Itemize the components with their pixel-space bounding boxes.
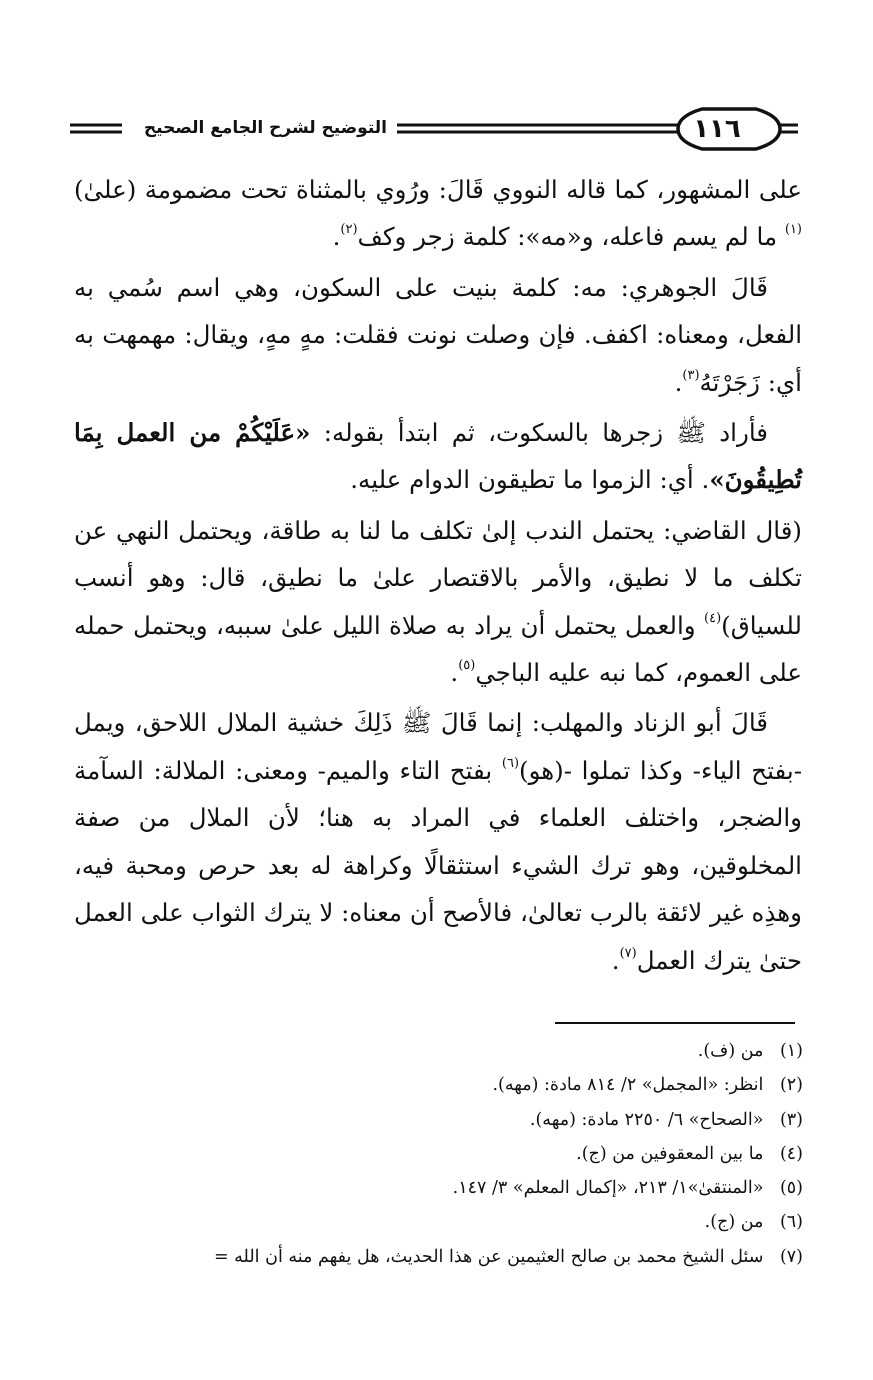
footnote-ref-3: (٣) [682, 367, 700, 383]
paragraph-2: قَالَ الجوهري: مه: كلمة بنيت على السكون، وهي اسم سُمي به الفعل، ومعناه: اكفف. فإن وصلت نونت فقلت: مهٍ مهٍ، ويقال: مهمهت به أي: زَجَرْتَهُ$^{(٣)}$. [74, 272, 802, 397]
body-text [74, 166, 802, 987]
footnote-ref-4: (٤) [704, 610, 722, 626]
footnotes [43, 1034, 803, 1274]
paragraph-1: على المشهور، كما قاله النووي قَالَ: ورُوي بالمثناة تحت مضمومة (علىٰ)$^{(١)}$ ما لم يسم فاعله، و«مه»: كلمة زجر وكف$^{(٢)}$. [74, 175, 802, 252]
footnote-ref-7: (٧) [619, 945, 637, 961]
page-header [62, 104, 800, 154]
footnote-4: (٤) ما بين المعقوفين من (ج). [576, 1143, 803, 1164]
footnote-6: (٦) من (ج). [704, 1212, 803, 1233]
footnote-5: (٥) «المنتقىٰ»١/ ٢١٣، «إكمال المعلم» ٣/ ١٤٧. [452, 1178, 803, 1199]
footnote-ref-5: (٥) [458, 658, 476, 674]
footnote-ref-1: (١) [784, 222, 802, 238]
footnote-ref-6: (٦) [501, 755, 520, 771]
paragraph-3: فأراد ﷺ زجرها بالسكوت، ثم ابتدأ بقوله: «عَلَيْكُمْ من العمل بِمَا تُطِيقُونَ». أي: الزموا ما تطيقون الدوام عليه. [74, 418, 802, 495]
paragraph-5: قَالَ أبو الزناد والمهلب: إنما قَالَ ﷺ ذَلِكَ خشية الملال اللاحق، ويمل -بفتح الياء- وكذا تملوا -(هو)$^{(٦)}$ بفتح التاء والميم- ومعنى: الملالة: السآمة والضجر، واختلف العلماء في المراد به هنا؛ لأن الملال من صفة المخلوقين، وهو ترك الشيء استثقالًا وكراهة له بعد حرص ومحبة فيه، وهذِه غير لائقة بالرب تعالىٰ، فالأصح أن معناه: لا يترك الثواب على العمل حتىٰ يترك العمل$^{(٧)}$. [74, 708, 802, 975]
footnote-ref-2: (٢) [340, 222, 358, 238]
page-number: ١١٦ [693, 114, 741, 144]
hadith-quote: «عَلَيْكُمْ من العمل بِمَا تُطِيقُونَ» [74, 418, 802, 495]
book-title: التوضيح لشرح الجامع الصحيح [136, 114, 395, 142]
footnote-2: (٢) انظر: «المجمل» ٢/ ٨١٤ مادة: (مهه). [492, 1075, 803, 1096]
footnote-7: (٧) سئل الشيخ محمد بن صالح العثيمين عن هذا الحديث، هل يفهم منه أن الله = [213, 1246, 803, 1267]
paragraph-4: (قال القاضي: يحتمل الندب إلىٰ تكلف ما لنا به طاقة، ويحتمل النهي عن تكلف ما لا نطيق، والأمر بالاقتصار علىٰ ما نطيق، قال: وهو أنسب للسياق)$^{(٤)}$ والعمل يحتمل أن يراد به صلاة الليل علىٰ سببه، ويحتمل حمله على العموم، كما نبه عليه الباجي$^{(٥)}$. [74, 515, 802, 688]
footnote-separator [555, 1022, 795, 1024]
footnote-1: (١) من (ف). [697, 1041, 803, 1061]
footnote-3: (٣) «الصحاح» ٦/ ٢٢٥٠ مادة: (مهه). [529, 1109, 803, 1130]
